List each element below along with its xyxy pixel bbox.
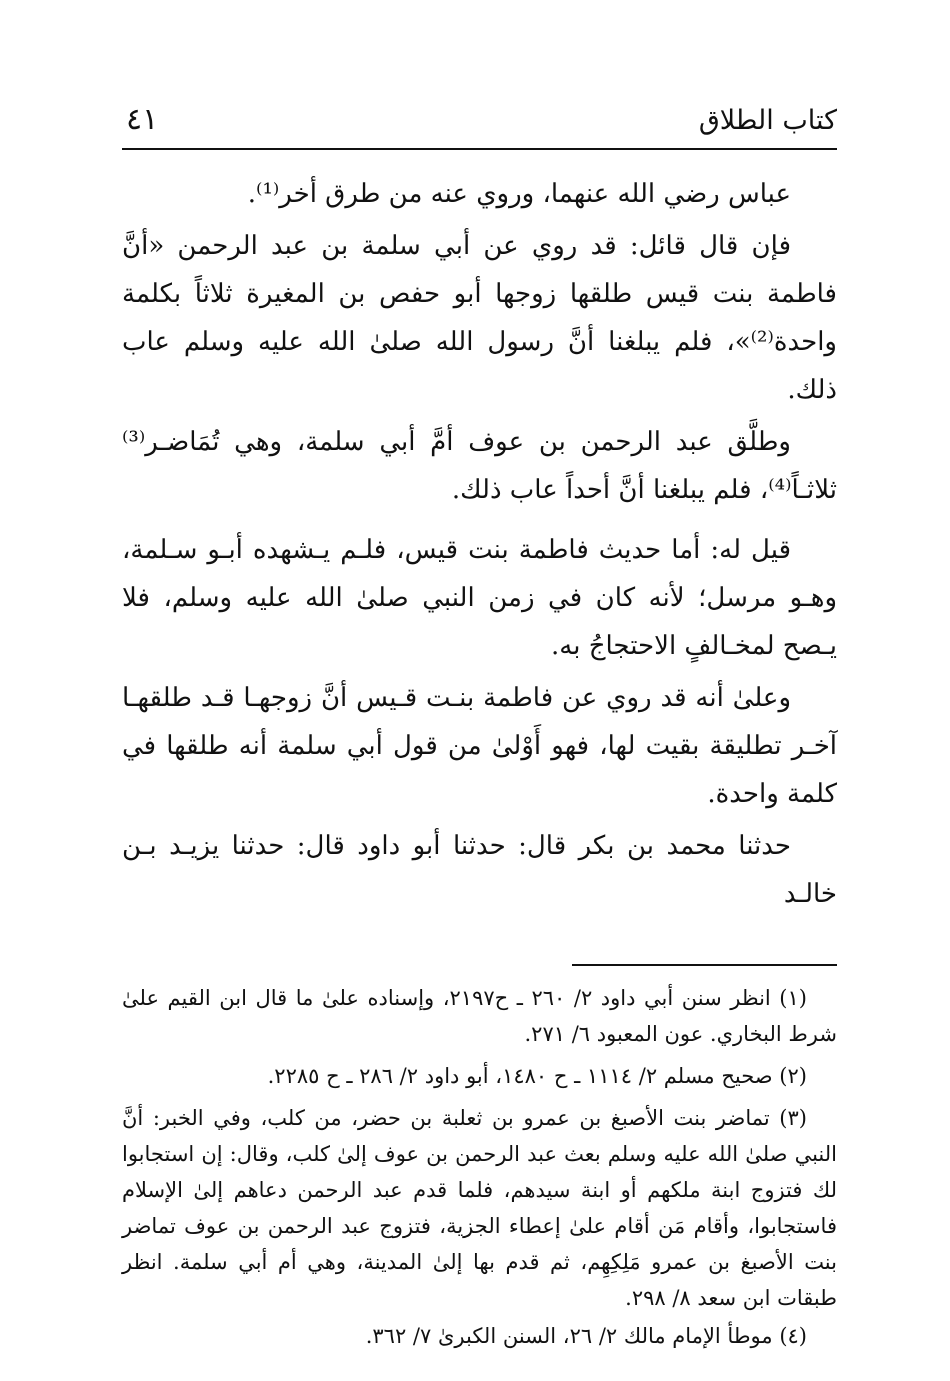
- footnotes: [122, 980, 837, 1354]
- footnote-separator: [572, 964, 837, 966]
- main-text: [122, 170, 837, 918]
- paragraph: عباس رضي الله عنهما، وروي عنه من طرق أخر⁽¹⁾.: [247, 179, 791, 209]
- footnote: (٢) صحيح مسلم ٢/ ١١١٤ ـ ح ١٤٨٠، أبو داود ٢/ ٢٨٦ ـ ح ٢٢٨٥.: [267, 1064, 807, 1088]
- paragraph: حدثنا محمد بن بكر قال: حدثنا أبو داود قال: حدثنا يزيـد بـن خالـد: [122, 831, 837, 909]
- paragraph: قيل له: أما حديث فاطمة بنت قيس، فلـم يـشهده أبـو سـلمة، وهـو مرسل؛ لأنه كان في زمن النبي صلىٰ الله عليه وسلم، فلا يـصح لمخـالفٍ الاحتجاجُ به.: [122, 535, 837, 661]
- paragraph: فإن قال قائل: قد روي عن أبي سلمة بن عبد الرحمن «أنَّ فاطمة بنت قيس طلقها زوجها أبو حفص بن المغيرة ثلاثاً بكلمة واحدة⁽²⁾»، فلم يبلغنا أنَّ رسول الله صلىٰ الله عليه وسلم عاب ذلك.: [122, 231, 837, 405]
- footnote: (٤) موطأ الإمام مالك ٢/ ٢٦، السنن الكبرىٰ ٧/ ٣٦٢.: [365, 1324, 807, 1348]
- paragraph: وعلىٰ أنه قد روي عن فاطمة بنـت قـيس أنَّ زوجهـا قـد طلقهـا آخـر تطليقة بقيت لها، فهو أَوْلىٰ من قول أبي سلمة أنه طلقها في كلمة واحدة.: [122, 683, 837, 809]
- footnote: (١) انظر سنن أبي داود ٢/ ٢٦٠ ـ ح٢١٩٧، وإسناده علىٰ ما قال ابن القيم علىٰ شرط البخاري. عون المعبود ٦/ ٢٧١.: [122, 986, 837, 1046]
- book-page: [122, 100, 837, 1360]
- paragraph: وطلَّق عبد الرحمن بن عوف أمَّ أبي سلمة، وهي تُمَاضـر⁽³⁾ ثلاثـاً⁽⁴⁾، فلم يبلغنا أنَّ أحداً عاب ذلك.: [122, 427, 837, 505]
- page-header: [122, 100, 837, 150]
- chapter-title: كتاب الطلاق: [698, 105, 837, 136]
- footnote: (٣) تماضر بنت الأصبغ بن عمرو بن ثعلبة بن حضر، من كلب، وفي الخبر: أنَّ النبي صلىٰ الله عليه وسلم بعث عبد الرحمن بن عوف إلىٰ كلب، وقال: إن استجابوا لك فتزوج ابنة ملكهم أو ابنة سيدهم، فلما قدم عبد الرحمن دعاهم إلىٰ الإسلام فاستجابوا، وأقام مَن أقام علىٰ إعطاء الجزية، فتزوج عبد الرحمن بن عوف تماضر بنت الأصبغ بن عمرو مَلِكِهِم، ثم قدم بها إلىٰ المدينة، وهي أم أبي سلمة. انظر طبقات ابن سعد ٨/ ٢٩٨.: [122, 1106, 837, 1310]
- page-number: ٤١: [126, 102, 159, 137]
